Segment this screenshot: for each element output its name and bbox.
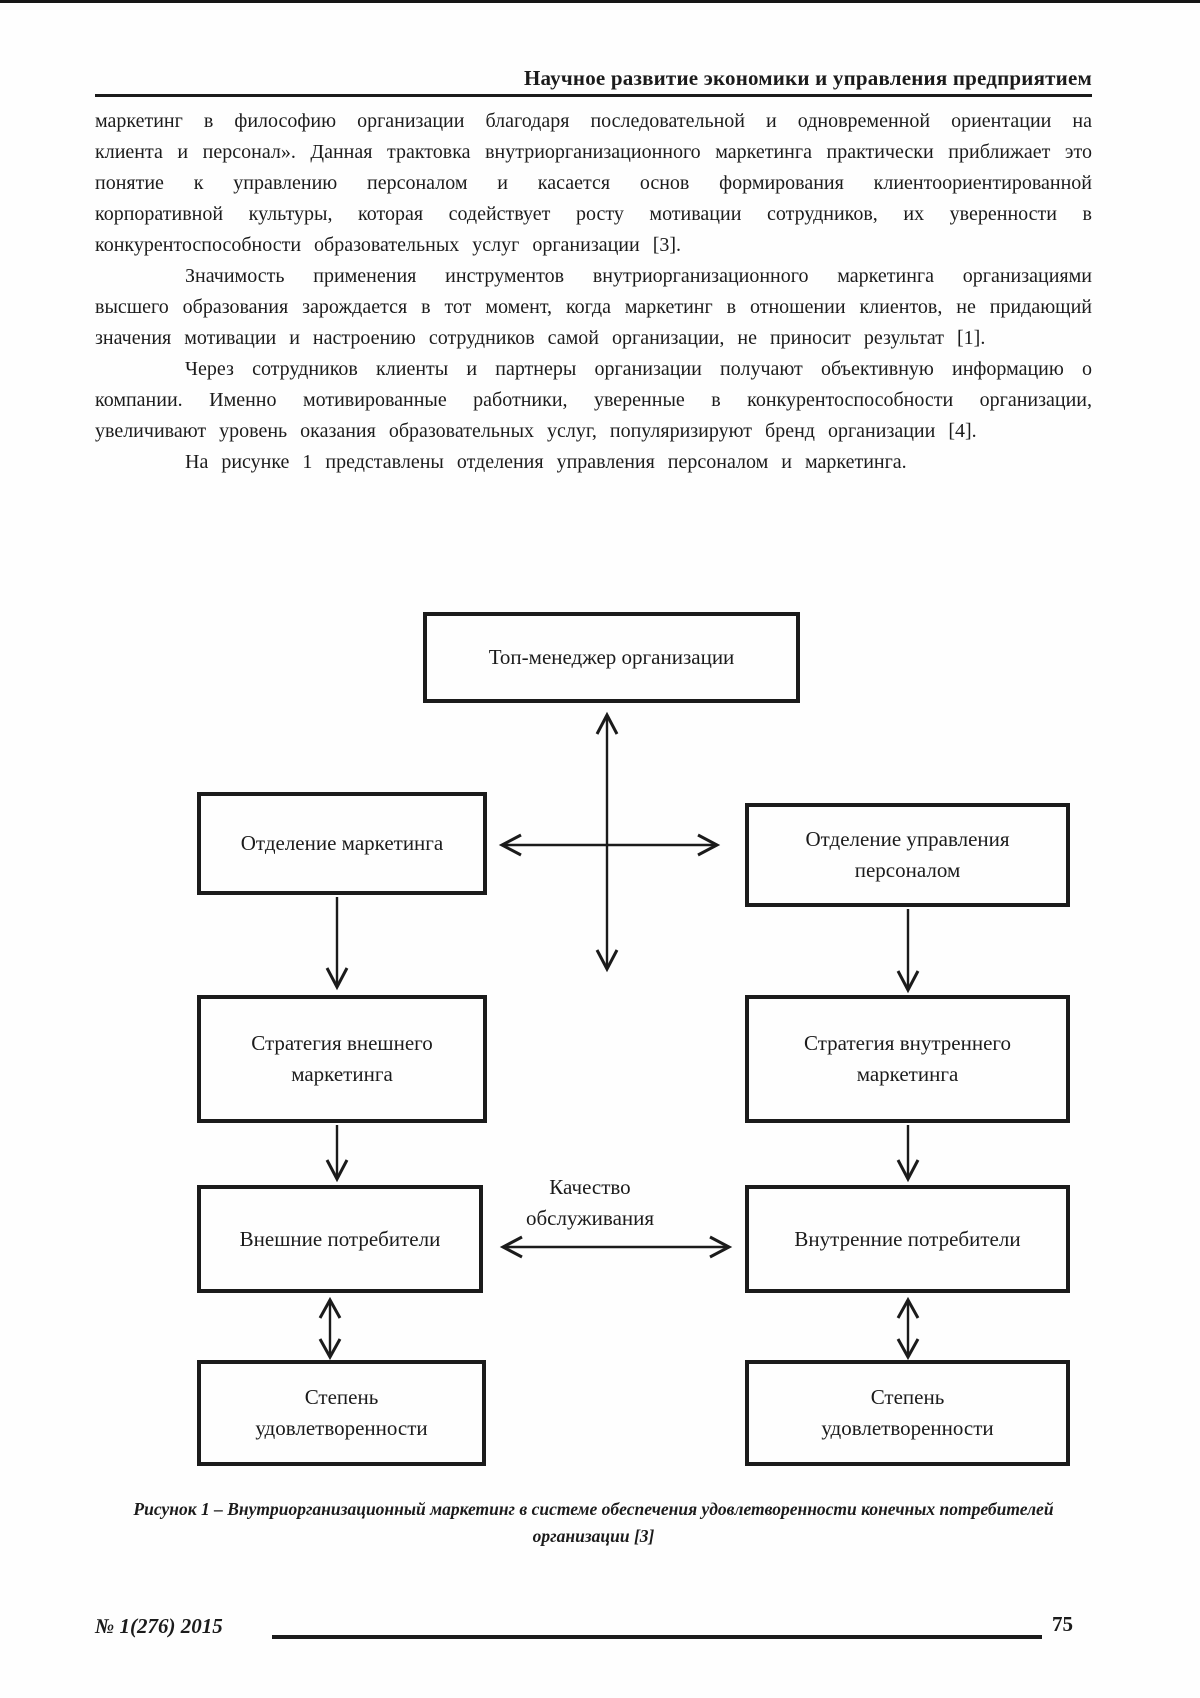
body-text (95, 106, 1092, 478)
paragraph: Значимость применения инструментов внутриорганизационного маркетинга организациями высшего образования зарождается в тот момент, когда маркетинг в отношении клиентов, не придающий значения мотивации и настроению сотрудников самой организации, не приносит результат [1]. (95, 265, 1092, 349)
node-hr-dept: Отделение управления персоналом (745, 803, 1070, 907)
arrow-int-strategy-to-consumers (898, 1125, 918, 1179)
arrow-hr-to-strategy (898, 909, 918, 990)
arrow-top-vertical (597, 715, 617, 969)
arrow-ext-strategy-to-consumers (327, 1125, 347, 1179)
header-rule (95, 94, 1092, 97)
paragraph: маркетинг в философию организации благодаря последовательной и одновременной ориентации на клиента и персонал». Данная трактовка внутриорганизационного маркетинга практически приближает это понятие к управлению персоналом и касается основ формирования клиентоориентированной корпоративной культуры, которая содействует росту мотивации сотрудников, их уверенности в конкурентоспособности образовательных услуг организации [3]. (95, 110, 1092, 256)
footer-rule (272, 1635, 1042, 1639)
footer-issue: № 1(276) 2015 (95, 1614, 223, 1638)
scan-edge-artifact (0, 0, 1200, 3)
footer-page-number: 75 (1052, 1612, 1073, 1636)
node-internal-strategy: Стратегия внутреннего маркетинга (745, 995, 1070, 1123)
header-title: Научное развитие экономики и управления предприятием (523, 66, 1092, 90)
paragraph: Через сотрудников клиенты и партнеры организации получают объективную информацию о компании. Именно мотивированные работники, уверенные в конкурентоспособности организации, увеличивают уровень оказания образовательных услуг, популяризируют бренд организации [4]. (95, 358, 1092, 442)
arrow-ext-consumers-satisfaction (320, 1300, 340, 1357)
arrow-depts-horizontal (502, 835, 717, 855)
service-quality-label: Качество обслуживания (525, 1175, 655, 1230)
figure-caption: Рисунок 1 – Внутриорганизационный маркетинг в системе обеспечения удовлетворенности конечных потребителей организации [3] (133, 1499, 1054, 1546)
node-top-manager: Топ-менеджер организации (423, 612, 800, 703)
node-internal-consumers: Внутренние потребители (745, 1185, 1070, 1293)
node-external-consumers: Внешние потребители (197, 1185, 483, 1293)
node-marketing-dept: Отделение маркетинга (197, 792, 487, 895)
node-external-strategy: Стратегия внешнего маркетинга (197, 995, 487, 1123)
paragraph: На рисунке 1 представлены отделения управления персоналом и маркетинга. (185, 451, 907, 473)
arrow-consumers-horizontal (503, 1237, 729, 1257)
node-external-satisfaction: Степень удовлетворенности (197, 1360, 486, 1466)
arrow-marketing-to-strategy (327, 897, 347, 987)
node-internal-satisfaction: Степень удовлетворенности (745, 1360, 1070, 1466)
arrow-int-consumers-satisfaction (898, 1300, 918, 1357)
